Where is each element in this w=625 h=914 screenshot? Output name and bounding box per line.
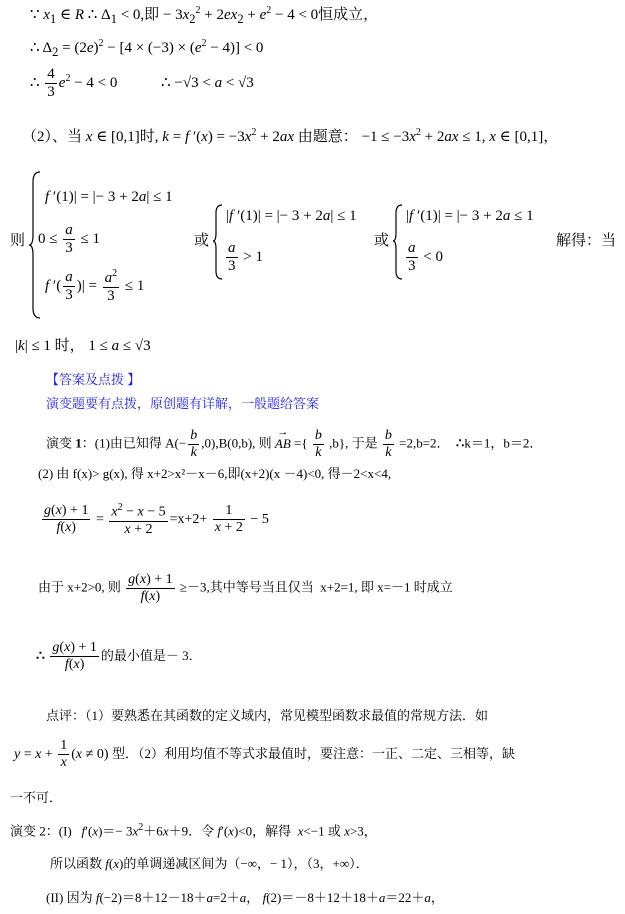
line-6: |k| ≤ 1 时， 1 ≤ a ≤ √3 — [15, 338, 151, 354]
sys2-row1: |f ′(1)| = |− 3 + 2a| ≤ 1 — [226, 208, 357, 224]
youyu-line: 由于 x+2>0, 则 $\frac{g(x) + 1}{f(x)}$ ≥－3,其中等号当且仅当 x+2=1, 即 x=－1 时成立 — [38, 572, 453, 605]
line-1: ∵ $x_1$ ∈ R ∴ $\Delta_1 < 0$,即 − $3x_2^2 + 2ex_2 + e^2 - 4 < 0$恒成立， — [30, 5, 379, 26]
huo-1: 或 — [194, 233, 210, 249]
ze-label: 则 — [10, 233, 26, 249]
sys1-row2: 0 ≤ $\frac{a}{3}$ ≤ 1 — [38, 222, 100, 257]
sys3-row1: |f ′(1)| = |− 3 + 2a ≤ 1 — [406, 208, 534, 224]
jiede: 解得：当 — [556, 233, 617, 249]
yanbian-2-line3: (II) 因为 f(−2)＝8＋12－18＋a=2＋a， f(2)＝－8＋12＋18＋a＝22＋a， — [46, 890, 444, 905]
dianping-1: 点评：（1）要熟悉在其函数的定义域内，常见模型函数求最值的常规方法．如 — [46, 708, 489, 723]
brace-2 — [212, 203, 224, 281]
sys3-row2: $\frac{a}{3}$ < 0 — [408, 240, 443, 275]
dianping-3: 一不可． — [10, 790, 63, 805]
line-2: ∴ $\Delta_2 = (2e)^2 - [4 \times (-3) \times (e^2 - 4)] < 0$ — [30, 38, 264, 59]
huo-2: 或 — [374, 233, 390, 249]
sys2-row2: $\frac{a}{3}$ > 1 — [228, 240, 263, 275]
brace-3 — [392, 203, 404, 281]
yanbian-1-line: 演变 1：(1)由已知得 A(− $\frac{b}{k}$ ,0),B(0,b), 则 → AB ={ $\frac{b}{k}$ ,b}, 于是 $\frac{b}{k}$ =2,b=2． ∴k＝1，b＝2． — [46, 425, 543, 461]
dianping-2: y = x + $\frac{1}{x}$ (x ≠ 0) 型．（2）利用均值不等式求最值时，要注意：一正、二定、三相等，缺 — [14, 738, 516, 771]
answer-title: 【答案及点拨 】 — [46, 372, 141, 387]
sys1-row1: f ′(1)| = |− 3 + 2a| ≤ 1 — [45, 189, 173, 205]
line-3: ∴ $\frac{4}{3}$ $e^2 - 4 < 0$ ∴ −√3 < a < √3 — [30, 66, 254, 101]
yanbian-2-line2: 所以函数 f(x)的单调递减区间为（−∞，− 1），（3，+∞）． — [50, 856, 369, 871]
yanbian-2-line1: 演变 2：(I) $f'(x)=- 3x^2+6x+9$．令 f′(x)<0，解得 x<−1 或 x>3， — [10, 822, 377, 839]
sys1-row3: f ′( $\frac{a}{3}$ )| = $\frac{a^2}{3}$ ≤ 1 — [45, 268, 145, 305]
yanbian-1-part2: (2) 由 f(x)> g(x), 得 x+2>x²－x－6,即(x+2)(x －4)<0, 得－2<x<4, — [38, 466, 392, 481]
equation-1: $\frac{g(x) + 1}{f(x)}$ = $\frac{x^2 - x - 5}{x + 2}$ =x+2+ $\frac{1}{x + 2}$ − 5 — [44, 502, 269, 537]
line-4: （2）、当 x ∈ [0,1]时, k = f $'(x) = -3x^2 + 2ax$ 由题意： $-1 \le -3x^2 + 2ax \le 1$, x ∈ [0,1]， — [22, 127, 559, 145]
answer-subtitle: 演变题要有点拨，原创题有详解，一般题给答案 — [46, 396, 320, 411]
min-line: ∴ $\frac{g(x) + 1}{f(x)}$ 的最小值是－ 3． — [36, 640, 202, 673]
